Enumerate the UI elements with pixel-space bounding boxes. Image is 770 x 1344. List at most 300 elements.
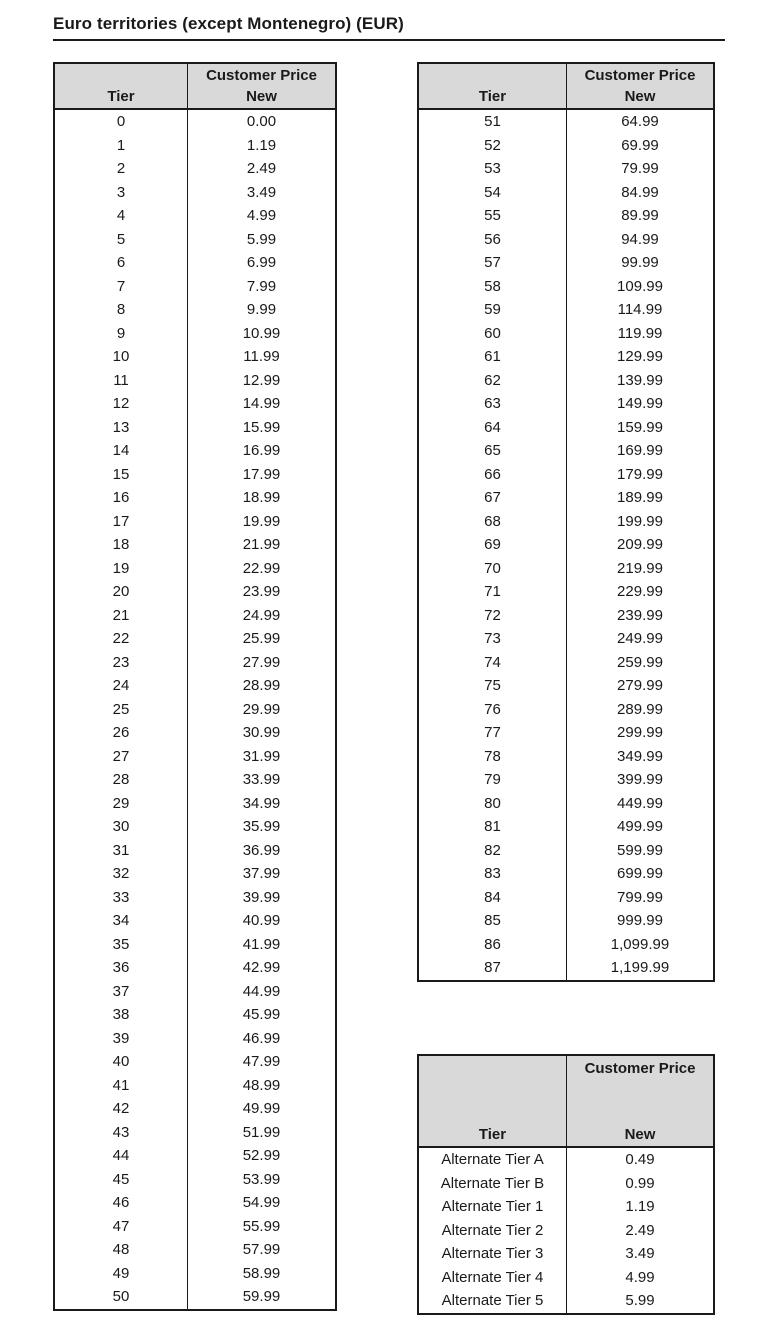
price-cell: 44.99: [242, 982, 281, 1000]
tier-cell: Alternate Tier 1: [419, 1195, 567, 1219]
table-row: [419, 886, 713, 910]
table-row: [55, 651, 335, 675]
table-body: [55, 110, 335, 1309]
table-row: [419, 933, 713, 957]
table-row: [55, 768, 335, 792]
table-header: [55, 64, 335, 110]
table-row: [55, 1238, 335, 1262]
tier-cell: 4: [55, 204, 188, 228]
tier-cell: 55: [419, 204, 567, 228]
price-cell: 1,099.99: [610, 935, 670, 953]
tier-column-header: Tier: [55, 64, 188, 108]
price-cell: 31.99: [242, 747, 281, 765]
price-cell: 25.99: [242, 630, 281, 647]
table-row: [419, 275, 713, 299]
price-cell: 22.99: [242, 559, 281, 577]
price-cell: 46.99: [242, 1029, 281, 1047]
tier-cell: 16: [55, 486, 188, 510]
table-row: [55, 557, 335, 581]
price-cell: 2.49: [246, 160, 277, 177]
table-row: [55, 1191, 335, 1215]
price-cell: 57.99: [242, 1241, 281, 1258]
tier-cell: 26: [55, 721, 188, 745]
price-cell: 10.99: [242, 324, 281, 342]
price-cell: 599.99: [617, 841, 663, 859]
tier-cell: 42: [55, 1097, 188, 1121]
table-row: [55, 439, 335, 463]
table-row: [419, 909, 713, 933]
table-row: [419, 1172, 713, 1196]
tier-cell: 36: [55, 956, 188, 980]
table-row: [55, 580, 335, 604]
tier-cell: 24: [55, 674, 188, 698]
price-cell: 4.99: [625, 1268, 655, 1286]
table-row: [419, 862, 713, 886]
price-cell: 64.99: [621, 113, 659, 130]
table-row: [419, 486, 713, 510]
tier-cell: 83: [419, 862, 567, 886]
table-header: [419, 1056, 713, 1148]
price-cell: 799.99: [617, 888, 663, 906]
table-row: [55, 980, 335, 1004]
table-row: [419, 416, 713, 440]
tier-cell: 50: [55, 1285, 188, 1309]
table-row: [55, 1097, 335, 1121]
table-row: [419, 580, 713, 604]
table-row: [419, 627, 713, 651]
table-row: [55, 674, 335, 698]
price-cell: 36.99: [242, 841, 281, 859]
price-cell: 12.99: [242, 371, 281, 389]
table-row: [419, 604, 713, 628]
tier-cell: 17: [55, 510, 188, 534]
price-cell: 54.99: [242, 1194, 281, 1211]
table-row: [55, 322, 335, 346]
table-row: [419, 1219, 713, 1243]
tier-cell: 20: [55, 580, 188, 604]
price-cell: 29.99: [242, 700, 281, 718]
table-row: [55, 745, 335, 769]
tier-cell: 37: [55, 980, 188, 1004]
tier-cell: 80: [419, 792, 567, 816]
table-row: [55, 110, 335, 134]
tier-cell: 29: [55, 792, 188, 816]
price-cell: 51.99: [242, 1123, 281, 1141]
price-cell: 48.99: [242, 1076, 281, 1094]
tier-cell: 86: [419, 933, 567, 957]
price-cell: 79.99: [621, 160, 659, 177]
price-cell: 199.99: [617, 512, 663, 530]
price-cell: 94.99: [621, 230, 659, 248]
tier-cell: 66: [419, 463, 567, 487]
price-cell: 219.99: [617, 559, 663, 577]
tier-cell: 75: [419, 674, 567, 698]
price-cell: 40.99: [242, 912, 281, 929]
price-cell: 34.99: [242, 794, 281, 812]
price-column-header: [567, 64, 713, 108]
price-cell: 999.99: [617, 912, 663, 929]
table-row: [419, 298, 713, 322]
price-cell: 52.99: [242, 1147, 281, 1164]
price-cell: 35.99: [242, 818, 281, 835]
table-row: [55, 1262, 335, 1286]
tier-cell: 71: [419, 580, 567, 604]
tier-cell: 76: [419, 698, 567, 722]
table-row: [55, 862, 335, 886]
tier-cell: 74: [419, 651, 567, 675]
tier-cell: 65: [419, 439, 567, 463]
tier-cell: 57: [419, 251, 567, 275]
table-row: [419, 956, 713, 980]
table-row: [419, 204, 713, 228]
table-row: [419, 1289, 713, 1313]
price-cell: 209.99: [617, 536, 663, 553]
price-cell: 14.99: [242, 395, 281, 412]
table-row: [419, 815, 713, 839]
price-tier-table-51-87: [417, 62, 715, 982]
table-row: [55, 604, 335, 628]
price-cell: 159.99: [617, 418, 663, 436]
price-cell: 30.99: [242, 724, 281, 741]
table-row: [55, 345, 335, 369]
price-cell: 53.99: [242, 1170, 281, 1188]
tier-cell: 63: [419, 392, 567, 416]
table-row: [419, 651, 713, 675]
price-cell: 24.99: [242, 606, 281, 624]
price-cell: 2.49: [625, 1221, 655, 1239]
tier-cell: 19: [55, 557, 188, 581]
price-cell: 179.99: [617, 465, 663, 483]
table-row: [419, 1242, 713, 1266]
table-row: [55, 1003, 335, 1027]
table-row: [55, 815, 335, 839]
tier-cell: 59: [419, 298, 567, 322]
tier-cell: 78: [419, 745, 567, 769]
tier-cell: 27: [55, 745, 188, 769]
table-row: [419, 345, 713, 369]
table-row: [55, 792, 335, 816]
tier-cell: 12: [55, 392, 188, 416]
tier-cell: 72: [419, 604, 567, 628]
table-row: [55, 1121, 335, 1145]
price-cell: 16.99: [242, 442, 281, 459]
price-cell: 55.99: [242, 1217, 281, 1235]
table-row: [55, 698, 335, 722]
tier-cell: 51: [419, 110, 567, 134]
tier-cell: 18: [55, 533, 188, 557]
price-cell: 41.99: [242, 935, 281, 953]
tier-cell: 60: [419, 322, 567, 346]
table-row: [55, 721, 335, 745]
table-row: [419, 251, 713, 275]
table-row: [419, 1266, 713, 1290]
price-cell: 1.19: [625, 1198, 655, 1215]
table-row: [419, 839, 713, 863]
table-row: [55, 181, 335, 205]
tier-cell: 30: [55, 815, 188, 839]
tier-cell: 61: [419, 345, 567, 369]
price-cell: 7.99: [246, 277, 277, 295]
price-cell: 49.99: [242, 1100, 281, 1117]
price-cell: 6.99: [246, 254, 277, 271]
price-cell: 39.99: [242, 888, 281, 906]
price-cell: 114.99: [617, 301, 663, 318]
price-cell: 399.99: [617, 771, 663, 788]
price-cell: 249.99: [617, 630, 663, 647]
price-cell: 5.99: [246, 230, 277, 248]
tier-cell: 81: [419, 815, 567, 839]
price-header-line1: Customer Price: [584, 67, 696, 84]
tier-cell: 28: [55, 768, 188, 792]
tier-cell: 44: [55, 1144, 188, 1168]
tier-cell: 14: [55, 439, 188, 463]
price-cell: 58.99: [242, 1264, 281, 1282]
tier-cell: 38: [55, 1003, 188, 1027]
table-row: [55, 933, 335, 957]
table-row: [419, 557, 713, 581]
tier-cell: 5: [55, 228, 188, 252]
alternate-tier-table: [417, 1054, 715, 1315]
table-row: [55, 369, 335, 393]
table-body: [419, 1148, 713, 1313]
price-cell: 229.99: [617, 583, 663, 600]
tier-cell: 70: [419, 557, 567, 581]
tier-cell: 22: [55, 627, 188, 651]
tier-cell: 46: [55, 1191, 188, 1215]
tier-cell: Alternate Tier 4: [419, 1266, 567, 1290]
price-cell: 89.99: [621, 207, 659, 224]
price-cell: 18.99: [242, 489, 281, 506]
tier-cell: 21: [55, 604, 188, 628]
tier-cell: 77: [419, 721, 567, 745]
price-cell: 279.99: [617, 677, 663, 694]
tier-cell: 41: [55, 1074, 188, 1098]
price-cell: 1.19: [246, 136, 277, 154]
tier-cell: Alternate Tier 5: [419, 1289, 567, 1313]
table-row: [419, 157, 713, 181]
tier-column-header: Tier: [419, 1056, 567, 1146]
tier-cell: 73: [419, 627, 567, 651]
price-cell: 289.99: [617, 700, 663, 718]
price-cell: 449.99: [617, 794, 663, 812]
table-row: [419, 698, 713, 722]
table-row: [55, 1050, 335, 1074]
tier-cell: 8: [55, 298, 188, 322]
table-row: [55, 510, 335, 534]
table-row: [55, 1074, 335, 1098]
table-row: [419, 228, 713, 252]
tier-cell: 54: [419, 181, 567, 205]
price-cell: 299.99: [617, 724, 663, 741]
tier-cell: 39: [55, 1027, 188, 1051]
tier-cell: 45: [55, 1168, 188, 1192]
price-cell: 129.99: [617, 348, 663, 365]
table-row: [55, 533, 335, 557]
table-row: [55, 134, 335, 158]
table-row: [55, 204, 335, 228]
tier-cell: 0: [55, 110, 188, 134]
price-cell: 4.99: [246, 207, 277, 224]
table-row: [55, 298, 335, 322]
table-row: [419, 134, 713, 158]
tier-cell: 40: [55, 1050, 188, 1074]
table-row: [55, 1215, 335, 1239]
tier-cell: 56: [419, 228, 567, 252]
price-cell: 69.99: [621, 136, 659, 154]
tier-cell: 69: [419, 533, 567, 557]
table-row: [419, 439, 713, 463]
price-cell: 99.99: [621, 254, 659, 271]
price-cell: 5.99: [625, 1292, 655, 1309]
table-row: [419, 110, 713, 134]
price-cell: 47.99: [242, 1053, 281, 1070]
price-tier-table-0-50: [53, 62, 337, 1311]
price-cell: 149.99: [617, 395, 663, 412]
table-row: [55, 839, 335, 863]
table-row: [419, 721, 713, 745]
price-cell: 3.49: [246, 183, 277, 201]
price-cell: 349.99: [617, 747, 663, 765]
tier-cell: 35: [55, 933, 188, 957]
price-column-header: [567, 1056, 713, 1146]
table-header: [419, 64, 713, 110]
price-cell: 189.99: [617, 489, 663, 506]
table-row: [55, 1168, 335, 1192]
table-row: [55, 463, 335, 487]
price-cell: 9.99: [246, 301, 277, 318]
price-cell: 3.49: [625, 1245, 655, 1262]
table-row: [419, 510, 713, 534]
tier-cell: 47: [55, 1215, 188, 1239]
price-cell: 17.99: [242, 465, 281, 483]
price-cell: 21.99: [242, 536, 281, 553]
table-row: [419, 674, 713, 698]
price-header-line1: Customer Price: [206, 67, 317, 84]
table-row: [55, 1285, 335, 1309]
table-row: [55, 228, 335, 252]
tier-cell: 62: [419, 369, 567, 393]
tier-cell: 31: [55, 839, 188, 863]
table-row: [55, 251, 335, 275]
page-title: Euro territories (except Montenegro) (EUR): [53, 14, 725, 41]
table-row: [55, 1027, 335, 1051]
price-header-line2: New: [624, 1126, 656, 1143]
tier-cell: 87: [419, 956, 567, 980]
table-row: [419, 1148, 713, 1172]
tier-cell: Alternate Tier B: [419, 1172, 567, 1196]
table-row: [55, 886, 335, 910]
table-row: [419, 768, 713, 792]
table-row: [419, 745, 713, 769]
tier-cell: 1: [55, 134, 188, 158]
tier-cell: 6: [55, 251, 188, 275]
table-row: [55, 486, 335, 510]
tier-cell: Alternate Tier A: [419, 1148, 567, 1172]
table-row: [55, 416, 335, 440]
tier-cell: 43: [55, 1121, 188, 1145]
price-cell: 11.99: [243, 348, 280, 365]
price-cell: 699.99: [617, 865, 663, 882]
tier-cell: 2: [55, 157, 188, 181]
tier-cell: 7: [55, 275, 188, 299]
table-row: [55, 157, 335, 181]
tier-cell: 25: [55, 698, 188, 722]
tier-cell: 9: [55, 322, 188, 346]
tier-cell: 67: [419, 486, 567, 510]
price-cell: 33.99: [242, 771, 281, 788]
table-row: [55, 909, 335, 933]
price-cell: 169.99: [617, 442, 663, 459]
price-column-header: [188, 64, 335, 108]
tier-cell: 85: [419, 909, 567, 933]
price-cell: 23.99: [242, 583, 281, 600]
tier-cell: Alternate Tier 3: [419, 1242, 567, 1266]
price-cell: 0.49: [625, 1151, 655, 1168]
tier-cell: 11: [55, 369, 188, 393]
tier-cell: 15: [55, 463, 188, 487]
price-header-line1: Customer Price: [584, 1060, 696, 1077]
price-cell: 259.99: [617, 653, 663, 671]
tier-cell: 58: [419, 275, 567, 299]
tier-cell: 49: [55, 1262, 188, 1286]
price-cell: 139.99: [617, 371, 663, 389]
tier-cell: 68: [419, 510, 567, 534]
table-row: [419, 1195, 713, 1219]
tier-cell: 52: [419, 134, 567, 158]
table-row: [55, 1144, 335, 1168]
tier-cell: 32: [55, 862, 188, 886]
price-cell: 119.99: [617, 324, 663, 342]
tier-column-header: Tier: [419, 64, 567, 108]
price-cell: 239.99: [617, 606, 663, 624]
price-cell: 19.99: [242, 512, 281, 530]
table-body: [419, 110, 713, 980]
tier-cell: 13: [55, 416, 188, 440]
price-header-line2: New: [624, 88, 656, 105]
tier-cell: 64: [419, 416, 567, 440]
table-row: [55, 627, 335, 651]
tier-cell: 3: [55, 181, 188, 205]
table-row: [419, 392, 713, 416]
tier-cell: 53: [419, 157, 567, 181]
price-cell: 42.99: [242, 959, 281, 976]
table-row: [419, 369, 713, 393]
price-cell: 499.99: [617, 818, 663, 835]
tier-cell: 48: [55, 1238, 188, 1262]
tier-cell: Alternate Tier 2: [419, 1219, 567, 1243]
tier-cell: 84: [419, 886, 567, 910]
table-row: [419, 792, 713, 816]
tier-cell: 79: [419, 768, 567, 792]
price-cell: 1,199.99: [610, 959, 670, 976]
table-row: [55, 392, 335, 416]
price-header-line2: New: [246, 88, 277, 105]
tier-cell: 10: [55, 345, 188, 369]
table-row: [419, 533, 713, 557]
price-cell: 15.99: [242, 418, 281, 436]
tier-cell: 33: [55, 886, 188, 910]
price-cell: 28.99: [242, 677, 281, 694]
price-cell: 59.99: [242, 1288, 281, 1305]
table-row: [419, 181, 713, 205]
price-cell: 0.99: [625, 1174, 655, 1192]
tier-cell: 23: [55, 651, 188, 675]
price-cell: 37.99: [242, 865, 281, 882]
price-cell: 84.99: [621, 183, 659, 201]
price-cell: 45.99: [242, 1006, 281, 1023]
table-row: [419, 322, 713, 346]
table-row: [55, 956, 335, 980]
